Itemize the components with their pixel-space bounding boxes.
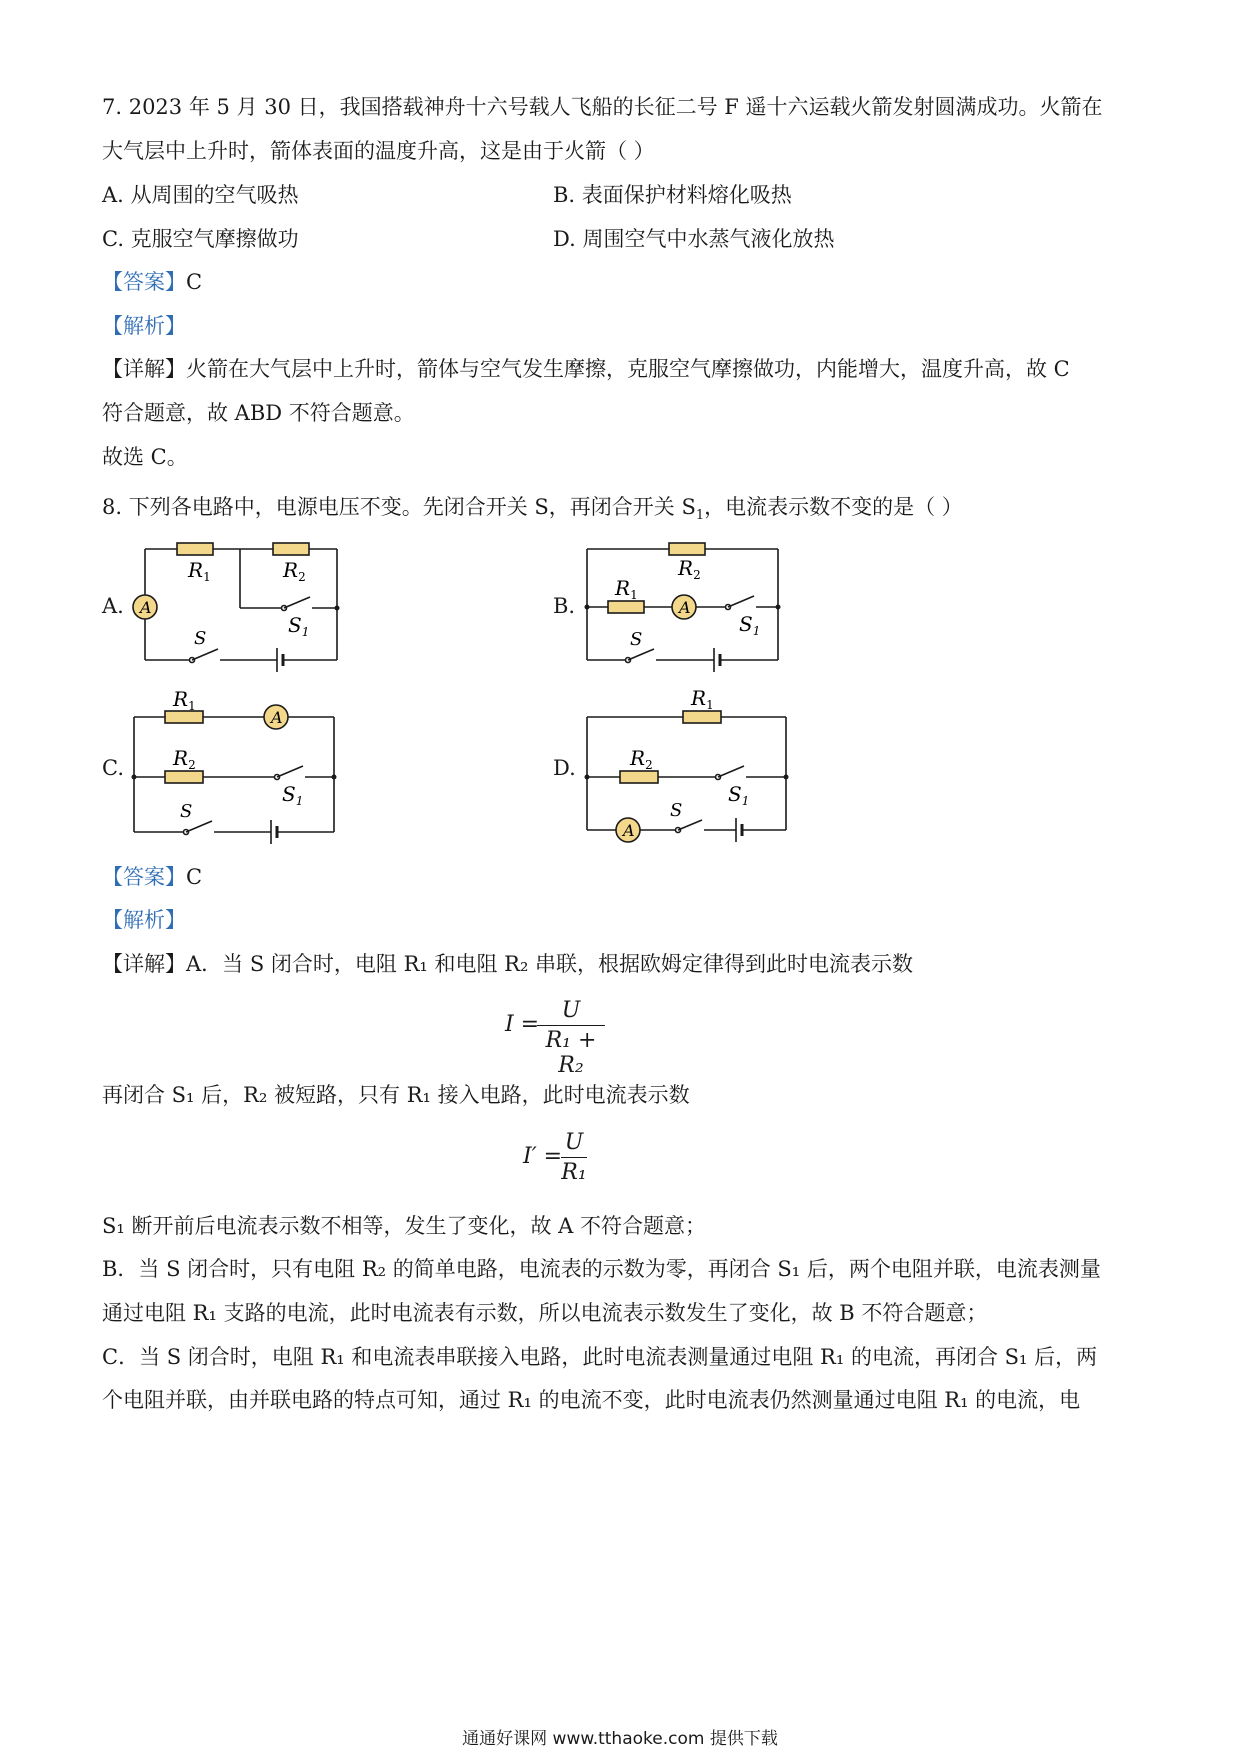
eq2-numerator: U: [564, 1130, 584, 1155]
circuit-a-label: A.: [102, 594, 124, 618]
q7-stem-line1: 7. 2023 年 5 月 30 日，我国搭载神舟十六号载人飞船的长征二号 F 遥十六运载火箭发射圆满成功。火箭在: [102, 95, 1103, 119]
junction-dot: [132, 775, 137, 780]
eq1-denominator: R₁ + R₂: [545, 1028, 597, 1078]
eq1-lhs: I =: [505, 1012, 540, 1037]
q7-detail-text1: 火箭在大气层中上升时，箭体与空气发生摩擦，克服空气摩擦做功，内能增大，温度升高，故 C: [186, 357, 1070, 381]
junction-dot: [335, 606, 340, 611]
q7-option-c: C. 克服空气摩擦做功: [102, 227, 299, 251]
s1-label: $S_1$: [282, 782, 304, 808]
r1-label: $R_1$: [615, 576, 638, 602]
switch-s1-blade: [718, 766, 744, 777]
ammeter-symbol-label: A: [140, 598, 152, 617]
ammeter-symbol-label: A: [623, 821, 635, 840]
eq2-lhs: I′ =: [523, 1144, 563, 1169]
q7-option-a: A. 从周围的空气吸热: [102, 183, 299, 207]
q7-detail-line2: 符合题意，故 ABD 不符合题意。: [102, 401, 415, 425]
resistor-r1: [177, 543, 213, 555]
q7-analysis-label: 【解析】: [102, 314, 186, 338]
q8-stem-end: ，电流表示数不变的是（ ）: [704, 495, 963, 519]
junction-dot: [332, 775, 337, 780]
q7-detail-line1: [102, 354, 1070, 384]
junction-dot: [585, 775, 590, 780]
resistor-r2: [273, 543, 309, 555]
resistor-r1: [608, 601, 644, 613]
ammeter-symbol-label: A: [679, 598, 691, 617]
resistor-r1: [683, 711, 721, 723]
eq1-fraction: [537, 998, 605, 1078]
q7-option-d: D. 周围空气中水蒸气液化放热: [553, 227, 835, 251]
switch-s-blade: [628, 649, 654, 660]
q7-option-b: B. 表面保护材料熔化吸热: [553, 183, 792, 207]
q7-detail-label: 【详解】: [102, 357, 186, 381]
switch-s1-blade: [728, 596, 754, 607]
q8-stem: [102, 492, 963, 531]
circuit-c-diagram: [120, 687, 360, 850]
q8-line-b2: 通过电阻 R₁ 支路的电流，此时电流表有示数，所以电流表示数发生了变化，故 B 不符合题意；: [102, 1301, 988, 1325]
s1-label: $S_1$: [739, 612, 761, 638]
r1-label: $R_1$: [188, 558, 211, 584]
circuit-d-diagram: [578, 680, 798, 855]
switch-s-blade: [192, 649, 218, 660]
resistor-r2: [165, 771, 203, 783]
r2-label: $R_2$: [173, 746, 196, 772]
junction-dot: [784, 775, 789, 780]
q8-stem-start: 8. 下列各电路中，电源电压不变。先闭合开关 S，再闭合开关 S: [102, 495, 696, 519]
q7-answer-label: 【答案】: [102, 270, 186, 294]
eq2-denominator: R₁: [561, 1160, 587, 1185]
switch-s-blade: [678, 820, 702, 830]
q8-line-c2: 个电阻并联，由并联电路的特点可知，通过 R₁ 的电流不变，此时电流表仍然测量通过电阻 R₁ 的电流，电: [102, 1388, 1081, 1412]
q8-answer-value: C: [186, 865, 203, 889]
r1-label: $R_1$: [173, 687, 196, 713]
resistor-r2: [669, 543, 705, 555]
circuit-b-diagram: [578, 535, 798, 675]
eq1-fraction-bar: [537, 1025, 605, 1026]
q7-conclusion: 故选 C。: [102, 445, 188, 469]
q8-stem-sub: 1: [695, 508, 705, 524]
q8-detail-a: [102, 949, 913, 979]
circuit-a-diagram: [120, 535, 360, 675]
eq2-fraction: [561, 1130, 587, 1185]
q8-line-s1: S₁ 断开前后电流表示数不相等，发生了变化，故 A 不符合题意；: [102, 1214, 706, 1238]
q8-detail-a-text: A．当 S 闭合时，电阻 R₁ 和电阻 R₂ 串联，根据欧姆定律得到此时电流表示数: [186, 952, 914, 976]
q7-stem-line2: 大气层中上升时，箭体表面的温度升高，这是由于火箭（ ）: [102, 139, 655, 163]
page-footer: 通通好课网 www.tthaoke.com 提供下载: [462, 1729, 778, 1749]
q8-line-c1: C．当 S 闭合时，电阻 R₁ 和电流表串联接入电路，此时电流表测量通过电阻 R₁ 的电流，再闭合 S₁ 后，两: [102, 1345, 1098, 1369]
switch-s1-blade: [277, 766, 303, 777]
switch-s-blade: [186, 821, 212, 832]
s-label: S: [670, 800, 683, 821]
r1-label: $R_1$: [691, 686, 714, 712]
s-label: S: [630, 629, 643, 650]
switch-s1-blade: [284, 597, 310, 608]
circuit-c-label: C.: [102, 756, 124, 780]
circuit-d-label: D.: [553, 756, 576, 780]
eq2-fraction-bar: [561, 1157, 587, 1158]
s-label: S: [180, 801, 193, 822]
q8-line-b1: B．当 S 闭合时，只有电阻 R₂ 的简单电路，电流表的示数为零，再闭合 S₁ 后，两个电阻并联，电流表测量: [102, 1257, 1101, 1281]
q8-analysis-label: 【解析】: [102, 908, 186, 932]
q7-answer: [102, 267, 202, 297]
r2-label: $R_2$: [630, 746, 653, 772]
s1-label: $S_1$: [288, 613, 310, 639]
ammeter-symbol-label: A: [271, 708, 283, 727]
junction-dot: [585, 605, 590, 610]
s1-label: $S_1$: [728, 782, 750, 808]
q8-line-after-eq1: 再闭合 S₁ 后，R₂ 被短路，只有 R₁ 接入电路，此时电流表示数: [102, 1083, 690, 1107]
q7-answer-value: C: [186, 270, 203, 294]
q8-answer-label: 【答案】: [102, 865, 186, 889]
resistor-r2: [620, 771, 658, 783]
eq1-numerator: U: [561, 998, 581, 1023]
r2-label: $R_2$: [283, 558, 306, 584]
s-label: S: [194, 628, 207, 649]
circuit-b-label: B.: [553, 594, 576, 618]
resistor-r1: [165, 711, 203, 723]
q8-answer: [102, 862, 202, 892]
r2-label: $R_2$: [678, 556, 701, 582]
q8-detail-label: 【详解】: [102, 952, 186, 976]
junction-dot: [776, 605, 781, 610]
